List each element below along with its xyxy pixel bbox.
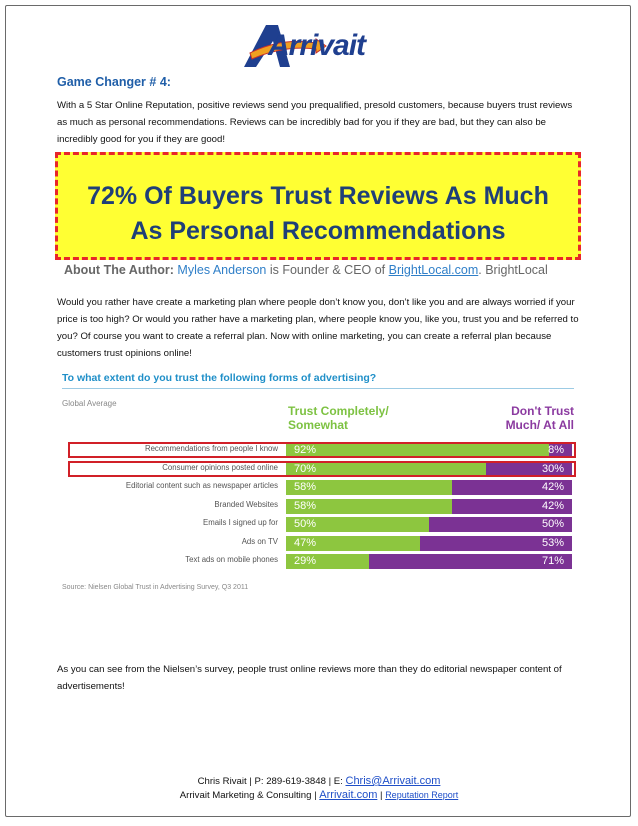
chart-row [62, 498, 582, 515]
bar-trust-value: 58% [294, 481, 317, 493]
chart-row [62, 442, 582, 459]
chart-row [62, 479, 582, 496]
bar-trust-value: 50% [294, 518, 317, 530]
bar-trust [286, 517, 429, 532]
section-heading: Game Changer # 4: [57, 75, 171, 89]
arrivait-logo [242, 19, 382, 71]
bar-distrust-value: 42% [541, 499, 564, 512]
footer-company [0, 789, 638, 801]
bar-distrust [420, 536, 572, 551]
chart-category-label: Branded Websites [214, 499, 278, 509]
chart-category-label: Editorial content such as newspaper articles [125, 481, 278, 490]
chart-row [62, 535, 582, 552]
legend-trust: Trust Completely/ Somewhat [288, 404, 389, 432]
bar-distrust-value: 30% [541, 462, 564, 475]
author-suffix: . BrightLocal [478, 263, 548, 277]
author-middle: is Founder & CEO of [266, 263, 389, 277]
referral-paragraph: Would you rather have create a marketing plan where people don’t know you, don’t like you and are always worried if your price is too high? Or would you rather have a marketing plan, where people know you, like you, trust you and be referred to you? Of course you want to create a referral plan. Now with online marketing, you can create a referral plan because customers trust opinions online! [57, 297, 579, 359]
footer-email-link[interactable]: Chris@Arrivait.com [345, 775, 441, 787]
chart-category-label: Emails I signed up for [203, 518, 278, 527]
author-line [64, 263, 594, 277]
bar-distrust [369, 554, 572, 569]
bar-distrust-value: 8% [548, 444, 564, 456]
author-prefix: About The Author: [64, 263, 174, 277]
bar-trust [286, 499, 452, 514]
chart-category-label: Consumer opinions posted online [162, 462, 278, 472]
bar-distrust-value: 42% [541, 481, 564, 493]
footer-contact-text: Chris Rivait | P: 289-619-3848 | E: [197, 776, 346, 787]
chart-row [62, 553, 582, 570]
bar-trust [286, 536, 420, 551]
footer-site-link[interactable]: Arrivait.com [319, 789, 378, 801]
chart-source: Source: Nielsen Global Trust in Advertising Survey, Q3 2011 [62, 584, 249, 591]
legend-distrust: Don't Trust Much/ At All [505, 404, 574, 432]
chart-row [62, 461, 582, 478]
bar-distrust-value: 50% [541, 518, 564, 530]
bar-trust-value: 47% [294, 536, 317, 549]
bar-trust-value: 29% [294, 555, 317, 567]
bar-trust [286, 480, 452, 495]
conclusion-paragraph: As you can see from the Nielsen’s survey, people trust online reviews more than they do editorial newspaper content of advertisements! [57, 664, 562, 692]
trust-survey-chart [62, 372, 582, 594]
chart-row [62, 516, 582, 533]
callout-line-2: As Personal Recommendations [130, 217, 506, 245]
chart-title-rule [62, 388, 574, 389]
logo-wordmark: Arrivait [268, 29, 366, 62]
bar-trust-value: 58% [294, 499, 317, 512]
bar-distrust [452, 499, 572, 514]
footer-separator: | [377, 790, 386, 801]
bar-distrust-value: 71% [541, 555, 564, 567]
bar-distrust [452, 480, 572, 495]
chart-subtitle: Global Average [62, 399, 117, 408]
footer-contact [0, 775, 638, 787]
row-highlight-box [68, 442, 576, 458]
callout-line-1: 72% Of Buyers Trust Reviews As Much [87, 182, 549, 210]
chart-category-label: Ads on TV [241, 536, 278, 546]
footer-company-text: Arrivait Marketing & Consulting | [179, 790, 320, 801]
callout-box [55, 152, 581, 260]
bar-trust-value: 70% [294, 462, 317, 475]
row-highlight-box [68, 461, 576, 477]
footer-report-link[interactable]: Reputation Report [385, 790, 459, 800]
chart-category-label: Text ads on mobile phones [185, 555, 278, 564]
author-name: Myles Anderson [177, 263, 267, 277]
callout-text [58, 179, 578, 249]
chart-title: To what extent do you trust the following forms of advertising? [62, 372, 377, 384]
bar-distrust [429, 517, 572, 532]
intro-paragraph: With a 5 Star Online Reputation, positive reviews send you prequalified, presold customers, because buyers trust reviews as much as personal recommendations. Reviews can be incredibly bad for you if they are bad, but they can also be incredibly good for you if they are good! [57, 100, 573, 145]
bar-distrust-value: 53% [541, 536, 564, 549]
bar-trust-value: 92% [294, 444, 317, 456]
bar-trust [286, 554, 369, 569]
chart-category-label: Recommendations from people I know [144, 444, 278, 453]
author-site-link[interactable]: BrightLocal.com [388, 263, 479, 277]
